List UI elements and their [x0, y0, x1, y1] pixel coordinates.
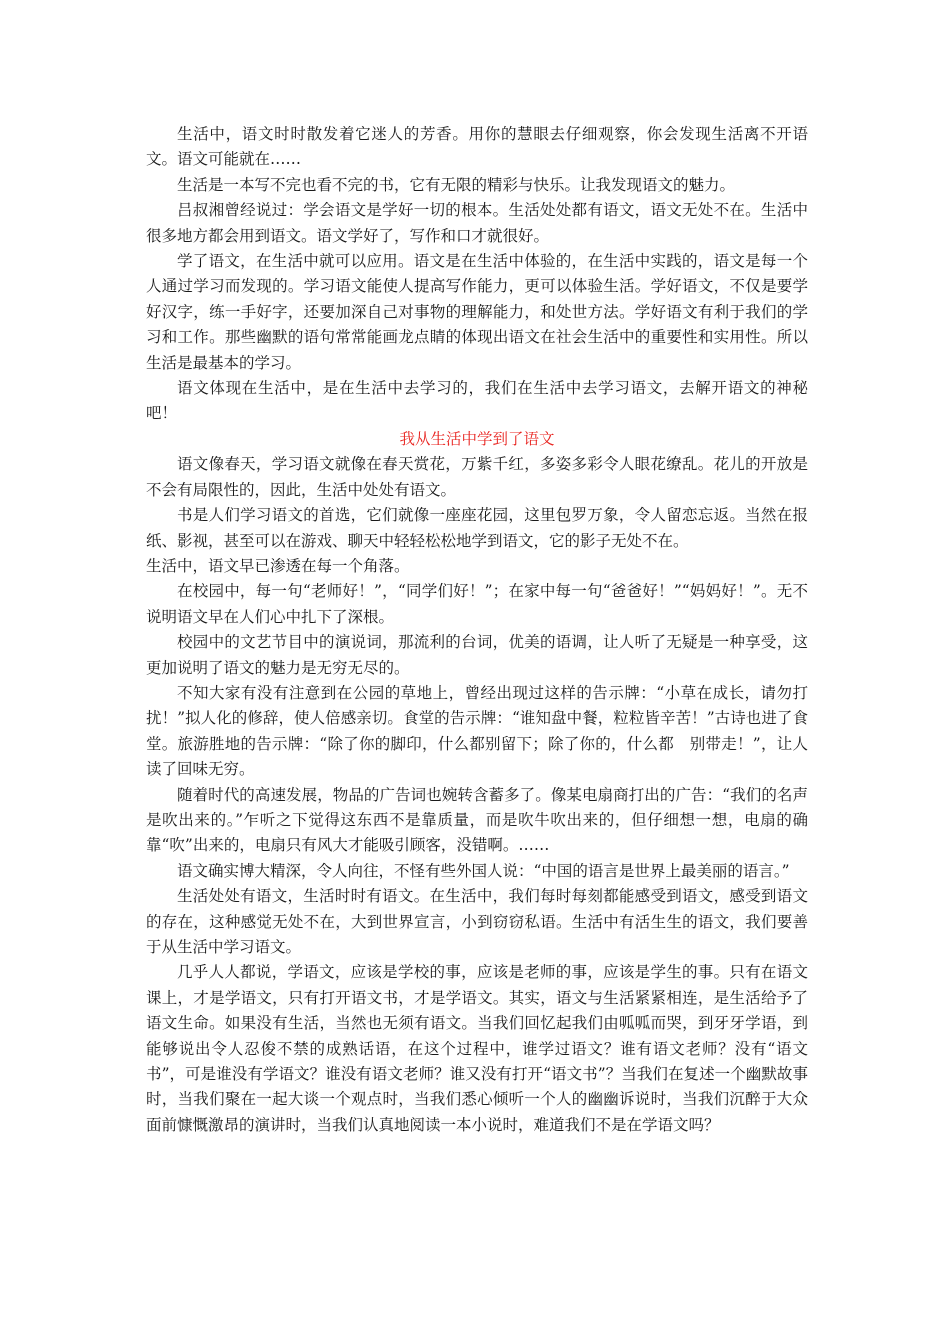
paragraph: 不知大家有没有注意到在公园的草地上，曾经出现过这样的告示牌：“小草在成长，请勿打扰！”拟人化的修辞，使人倍感亲切。食堂的告示牌：“谁知盘中餐，粒粒皆辛苦！”古诗也进了食堂。旅游胜地的告示牌：“除了你的脚印，什么都别留下；除了你的，什么都 别带走！”，让人读了回味无穷。: [146, 683, 808, 779]
section-title: 我从生活中学到了语文: [399, 429, 555, 448]
paragraph: 随着时代的高速发展，物品的广告词也婉转含蓄多了。像某电扇商打出的广告：“我们的名声是吹出来的。”乍听之下觉得这东西不是靠质量，而是吹牛吹出来的，但仔细想一想，电扇的确靠“吹”出来的，电扇只有风大才能吸引顾客，没错啊。……: [146, 785, 808, 855]
paragraph: 书是人们学习语文的首选，它们就像一座座花园，这里包罗万象，令人留恋忘返。当然在报纸、影视，甚至可以在游戏、聊天中轻轻松松地学到语文，它的影子无处不在。: [146, 506, 808, 550]
paragraph: 生活处处有语文，生活时时有语文。在生活中，我们每时每刻都能感受到语文，感受到语文的存在，这种感觉无处不在，大到世界宣言，小到窃窃私语。生活中有活生生的语文，我们要善于从生活中学习语文。: [146, 887, 808, 956]
paragraph: 生活是一本写不完也看不完的书，它有无限的精彩与快乐。让我发现语文的魅力。: [177, 175, 736, 194]
section-essay: [146, 452, 808, 1138]
paragraph: 生活中，语文时时散发着它迷人的芳香。用你的慧眼去仔细观察，你会发现生活离不开语文。语文可能就在……: [146, 125, 808, 169]
paragraph: 几乎人人都说，学语文，应该是学校的事，应该是老师的事，应该是学生的事。只有在语文课上，才是学语文，只有打开语文书，才是学语文。其实，语文与生活紧紧相连，是生活给予了语文生命。如果没有生活，当然也无须有语文。当我们回忆起我们由呱呱而哭，到牙牙学语，到能够说出令人忍俊不禁的成熟话语，在这个过程中，谁学过语文？谁有语文老师？没有“语文书”，可是谁没有学语文？谁没有语文老师？谁又没有打开“语文书”？当我们在复述一个幽默故事时，当我们聚在一起大谈一个观点时，当我们悉心倾听一个人的幽幽诉说时，当我们沉醉于大众面前慷慨激昂的演讲时，当我们认真地阅读一本小说时，难道我们不是在学语文吗？: [146, 963, 808, 1134]
paragraph: 在校园中，每一句“老师好！”，“同学们好！”；在家中每一句“爸爸好！”“妈妈好！”。无不说明语文早在人们心中扎下了深根。: [146, 582, 808, 626]
paragraph: 吕叔湘曾经说过：学会语文是学好一切的根本。生活处处都有语文，语文无处不在。生活中很多地方都会用到语文。语文学好了，写作和口才就很好。: [146, 201, 808, 245]
document-page: [146, 122, 808, 1138]
paragraph: 语文确实博大精深，令人向往，不怪有些外国人说：“中国的语言是世界上最美丽的语言。”: [177, 861, 790, 880]
paragraph: 语文体现在生活中，是在生活中去学习的，我们在生活中去学习语文，去解开语文的神秘吧！: [146, 379, 808, 423]
paragraph: 语文像春天，学习语文就像在春天赏花，万紫千红，多姿多彩令人眼花缭乱。花儿的开放是不会有局限性的，因此，生活中处处有语文。: [146, 455, 808, 499]
section-intro: [146, 122, 808, 427]
paragraph: 生活中，语文早已渗透在每一个角落。: [146, 556, 410, 575]
paragraph: 学了语文，在生活中就可以应用。语文是在生活中体验的，在生活中实践的，语文是每一个人通过学习而发现的。学习语文能使人提高写作能力，更可以体验生活。学好语文，不仅是要学好汉字，练一手好字，还要加深自己对事物的理解能力，和处世方法。学好语文有利于我们的学习和工作。那些幽默的语句常常能画龙点睛的体现出语文在社会生活中的重要性和实用性。所以生活是最基本的学习。: [146, 252, 808, 372]
paragraph: 校园中的文艺节目中的演说词，那流利的台词，优美的语调，让人听了无疑是一种享受，这更加说明了语文的魅力是无穷无尽的。: [146, 633, 808, 677]
